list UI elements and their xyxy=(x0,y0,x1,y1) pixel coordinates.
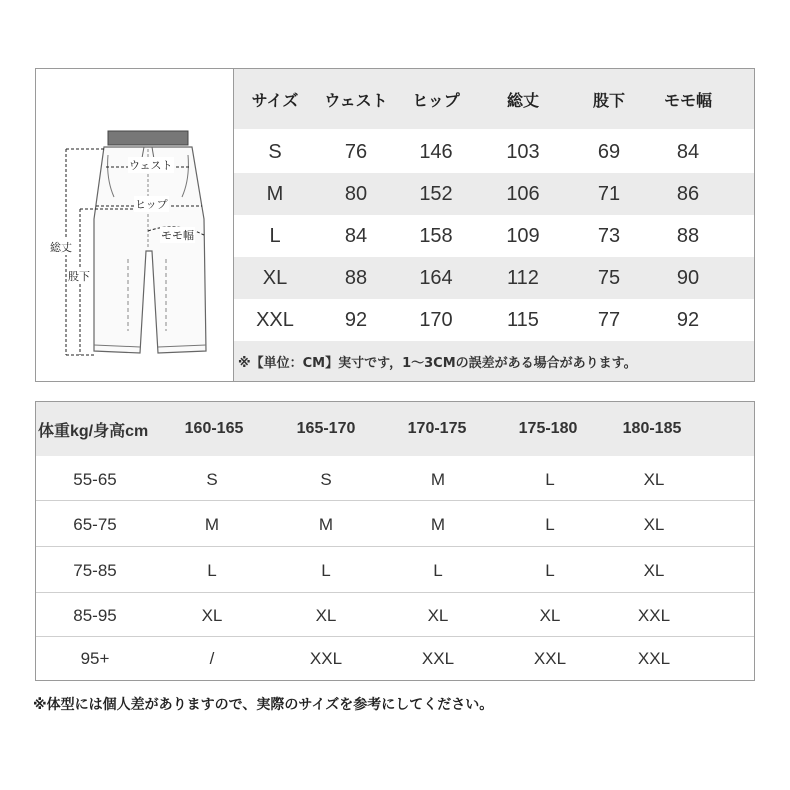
cell-size: L xyxy=(207,561,217,580)
cell-size: S xyxy=(320,470,332,489)
table-row xyxy=(234,131,754,173)
cell-size: XXL xyxy=(421,649,455,668)
header-hip: ヒップ xyxy=(412,90,460,110)
cell-size: XL xyxy=(262,266,288,289)
cell-size: S xyxy=(206,470,218,489)
header-length: 総丈 xyxy=(506,90,539,110)
cell-waist: 92 xyxy=(344,308,368,331)
diagram-label-thigh: モモ幅 xyxy=(161,229,194,242)
row-divider xyxy=(36,500,754,501)
cell-size: M xyxy=(266,182,284,205)
cell-thigh: 92 xyxy=(676,308,700,331)
cell-length: 106 xyxy=(506,182,540,205)
row-divider xyxy=(36,592,754,593)
cell-inseam: 73 xyxy=(597,224,621,247)
cell-waist: 76 xyxy=(344,140,368,163)
cell-size: XXL xyxy=(533,649,567,668)
weight-table-header-row xyxy=(36,402,754,456)
cell-weight: 55-65 xyxy=(73,470,117,489)
cell-thigh: 90 xyxy=(676,266,700,289)
cell-weight: 65-75 xyxy=(73,515,117,534)
header-size: サイズ xyxy=(251,90,299,110)
cell-hip: 170 xyxy=(419,308,453,331)
row-divider xyxy=(36,636,754,637)
header-height-range: 175-180 xyxy=(518,420,578,437)
size-chart-panel xyxy=(35,68,755,382)
cell-size: L xyxy=(321,561,331,580)
cell-length: 103 xyxy=(506,140,540,163)
header-height-range: 160-165 xyxy=(184,420,244,437)
header-waist: ウェスト xyxy=(324,90,388,110)
cell-length: 112 xyxy=(507,266,539,289)
cell-thigh: 88 xyxy=(676,224,700,247)
cell-hip: 164 xyxy=(419,266,453,289)
cell-waist: 80 xyxy=(344,182,368,205)
cell-weight: 85-95 xyxy=(73,606,117,625)
cell-inseam: 75 xyxy=(597,266,621,289)
table-row xyxy=(36,503,754,547)
cell-thigh: 86 xyxy=(676,182,700,205)
header-height-range: 170-175 xyxy=(407,420,467,437)
table-row xyxy=(36,458,754,502)
cell-weight: 95+ xyxy=(80,649,110,668)
cell-size: XXL xyxy=(309,649,343,668)
header-inseam: 股下 xyxy=(592,90,625,110)
cell-length: 115 xyxy=(507,308,539,331)
cell-hip: 158 xyxy=(419,224,453,247)
header-height-range: 165-170 xyxy=(296,420,356,437)
table-row xyxy=(234,173,754,215)
header-height-range: 180-185 xyxy=(622,420,682,437)
cell-size: XXL xyxy=(637,649,671,668)
cell-size: / xyxy=(209,649,215,668)
diagram-label-waist: ウェスト xyxy=(129,159,173,172)
weight-height-chart-panel xyxy=(35,401,755,681)
header-thigh: モモ幅 xyxy=(663,90,712,110)
cell-weight: 75-85 xyxy=(73,561,117,580)
size-table-header-row xyxy=(234,69,754,129)
pants-illustration-icon xyxy=(36,69,233,381)
cell-size: L xyxy=(269,224,281,247)
cell-size: XL xyxy=(201,606,223,625)
cell-size: XL xyxy=(539,606,561,625)
table-row xyxy=(234,299,754,341)
cell-thigh: 84 xyxy=(676,140,700,163)
size-chart-note: ※【単位：CM】実寸です，1〜3CMの誤差がある場合があります。 xyxy=(234,341,754,381)
header-weight-height: 体重kg/身高cm xyxy=(38,422,149,440)
cell-size: XL xyxy=(427,606,449,625)
cell-size: M xyxy=(430,470,446,489)
table-row xyxy=(36,549,754,593)
cell-size: M xyxy=(204,515,220,534)
cell-size: XL xyxy=(643,515,665,534)
cell-size: M xyxy=(318,515,334,534)
diagram-label-length: 総丈 xyxy=(50,241,72,254)
diagram-label-hip: ヒップ xyxy=(135,198,168,211)
cell-size: XXL xyxy=(256,308,294,331)
table-row xyxy=(234,257,754,299)
cell-size: XL xyxy=(643,561,665,580)
diagram-label-inseam: 股下 xyxy=(68,270,90,283)
cell-size: L xyxy=(545,470,555,489)
cell-length: 109 xyxy=(506,224,540,247)
table-row xyxy=(234,215,754,257)
cell-hip: 146 xyxy=(419,140,453,163)
cell-size: L xyxy=(433,561,443,580)
cell-waist: 84 xyxy=(344,224,368,247)
row-divider xyxy=(36,546,754,547)
bottom-note: ※体型には個人差がありますので、実際のサイズを参考にしてください。 xyxy=(33,697,494,713)
cell-size: L xyxy=(545,515,555,534)
cell-waist: 88 xyxy=(344,266,368,289)
cell-size: L xyxy=(545,561,555,580)
cell-inseam: 77 xyxy=(597,308,621,331)
cell-size: XXL xyxy=(637,606,671,625)
table-row xyxy=(36,594,754,638)
table-row xyxy=(36,638,754,680)
pants-diagram xyxy=(36,69,234,381)
cell-size: XL xyxy=(315,606,337,625)
cell-size: S xyxy=(268,140,282,163)
cell-inseam: 71 xyxy=(597,182,621,205)
cell-hip: 152 xyxy=(419,182,453,205)
cell-inseam: 69 xyxy=(597,140,621,163)
cell-size: M xyxy=(430,515,446,534)
cell-size: XL xyxy=(643,470,665,489)
